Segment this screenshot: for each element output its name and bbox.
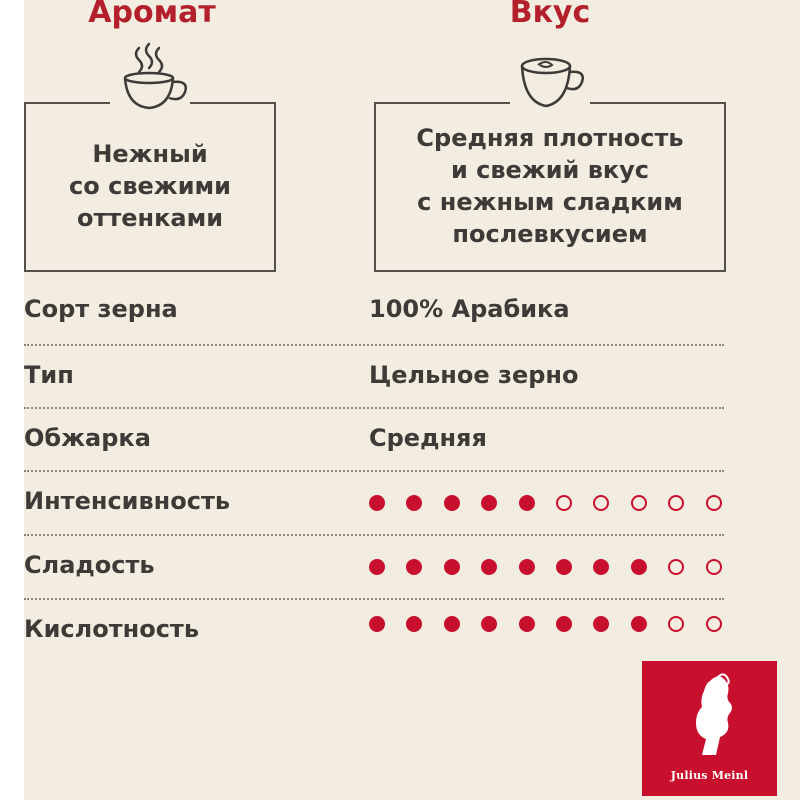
rating-dot-filled <box>369 495 385 511</box>
taste-line: послевкусием <box>452 220 648 248</box>
rating-dot-empty <box>631 495 647 511</box>
dotted-separator <box>24 534 724 536</box>
brand-logo <box>642 661 777 796</box>
box-top-line-left <box>24 102 110 104</box>
spec-label-bean: Сорт зерна <box>24 295 178 323</box>
rating-label-intensity: Интенсивность <box>24 487 231 515</box>
spec-label-type: Тип <box>24 361 74 389</box>
aroma-line: Нежный <box>92 140 208 168</box>
rating-dot-filled <box>519 559 535 575</box>
rating-dot-empty <box>706 495 722 511</box>
rating-dot-filled <box>631 559 647 575</box>
rating-label-sweetness: Сладость <box>24 551 155 579</box>
taste-description <box>376 122 724 250</box>
rating-dot-empty <box>556 495 572 511</box>
rating-dot-filled <box>556 559 572 575</box>
dotted-separator <box>24 344 724 346</box>
rating-dot-filled <box>444 616 460 632</box>
rating-dot-filled <box>444 495 460 511</box>
spec-value-roast: Средняя <box>369 424 487 452</box>
taste-line: с нежным сладким <box>417 188 683 216</box>
rating-dot-filled <box>444 559 460 575</box>
spec-value-bean: 100% Арабика <box>369 295 570 323</box>
dotted-separator <box>24 407 724 409</box>
aroma-line: со свежими <box>69 172 231 200</box>
dotted-separator <box>24 470 724 472</box>
rating-dot-filled <box>519 495 535 511</box>
spec-label-roast: Обжарка <box>24 424 151 452</box>
rating-dot-empty <box>706 559 722 575</box>
taste-title: Вкус <box>509 0 591 30</box>
rating-dot-filled <box>631 616 647 632</box>
taste-line: Средняя плотность <box>416 124 684 152</box>
spec-value-type: Цельное зерно <box>369 361 579 389</box>
aroma-description <box>26 138 274 234</box>
rating-label-acidity: Кислотность <box>24 615 200 643</box>
moor-head-icon <box>680 671 740 761</box>
rating-dot-filled <box>369 559 385 575</box>
aroma-line: оттенками <box>76 204 224 232</box>
aroma-title: Аромат <box>88 0 216 30</box>
box-top-line-right <box>190 102 276 104</box>
brand-name: Julius Meinl <box>670 769 749 782</box>
taste-box <box>374 102 726 272</box>
rating-dot-empty <box>706 616 722 632</box>
box-top-line-right <box>590 102 726 104</box>
box-top-line-left <box>374 102 510 104</box>
taste-line: и свежий вкус <box>450 156 650 184</box>
rating-dot-filled <box>519 616 535 632</box>
rating-dot-filled <box>556 616 572 632</box>
rating-dot-filled <box>369 616 385 632</box>
dotted-separator <box>24 598 724 600</box>
aroma-box <box>24 102 276 272</box>
